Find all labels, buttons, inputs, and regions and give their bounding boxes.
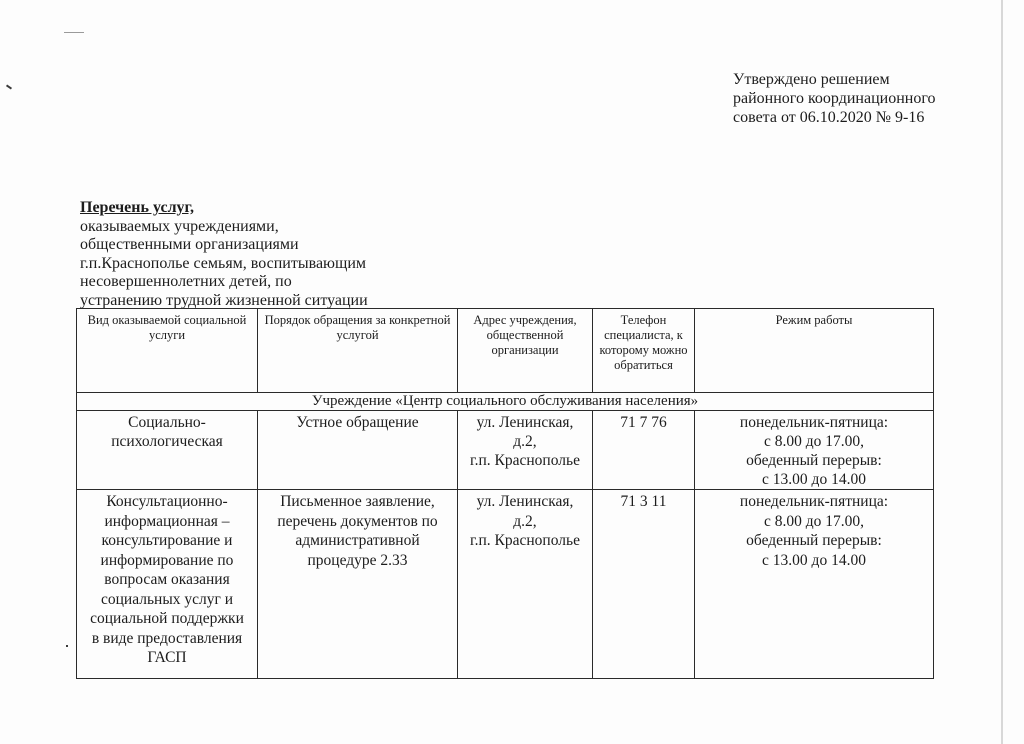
cell-procedure: Устное обращение [258, 411, 458, 490]
cell-working-hours: понедельник-пятница: с 8.00 до 17.00, обеденный перерыв: с 13.00 до 14.00 [695, 490, 934, 679]
heading-line: устранению трудной жизненной ситуации [80, 291, 368, 309]
cell-procedure: Письменное заявление, перечень документов по административной процедуре 2.33 [258, 490, 458, 679]
header-phone: Телефон специалиста, к которому можно обратиться [593, 309, 695, 393]
heading-line: общественными организациями [80, 236, 299, 253]
header-working-hours: Режим работы [695, 309, 934, 393]
table-section-row [77, 393, 934, 411]
cell-service-type: Консультационно- информационная – консультирование и информирование по вопросам оказания социальных услуг и социальной поддержки в виде предоставления ГАСП [77, 490, 258, 679]
document-heading [80, 199, 368, 310]
cell-working-hours: понедельник-пятница: с 8.00 до 17.00, обеденный перерыв: с 13.00 до 14.00 [695, 411, 934, 490]
cell-address: ул. Ленинская, д.2, г.п. Краснополье [458, 411, 593, 490]
scan-mark-right-edge [1001, 0, 1003, 744]
table-row [77, 411, 934, 490]
scan-mark-top-left [64, 32, 84, 33]
heading-title: Перечень услуг, [80, 199, 194, 216]
header-service-type: Вид оказываемой социальной услуги [77, 309, 258, 393]
header-address: Адрес учреждения, общественной организации [458, 309, 593, 393]
heading-line: оказываемых учреждениями, [80, 217, 279, 235]
scan-mark-dot [66, 645, 68, 647]
heading-line: несовершеннолетних детей, по [80, 273, 292, 290]
scan-mark-tick [6, 84, 12, 89]
table-header-row [77, 309, 934, 393]
cell-address: ул. Ленинская, д.2, г.п. Краснополье [458, 490, 593, 679]
cell-service-type: Социально- психологическая [77, 411, 258, 490]
services-table [76, 308, 934, 679]
heading-line: г.п.Краснополье семьям, воспитывающим [80, 254, 367, 272]
approval-note: Утверждено решением районного координационного совета от 06.10.2020 № 9-16 [733, 71, 936, 126]
table-row [77, 490, 934, 679]
header-procedure: Порядок обращения за конкретной услугой [258, 309, 458, 393]
section-institution-name: Учреждение «Центр социального обслуживания населения» [77, 393, 934, 411]
cell-phone: 71 3 11 [593, 490, 695, 679]
cell-phone: 71 7 76 [593, 411, 695, 490]
